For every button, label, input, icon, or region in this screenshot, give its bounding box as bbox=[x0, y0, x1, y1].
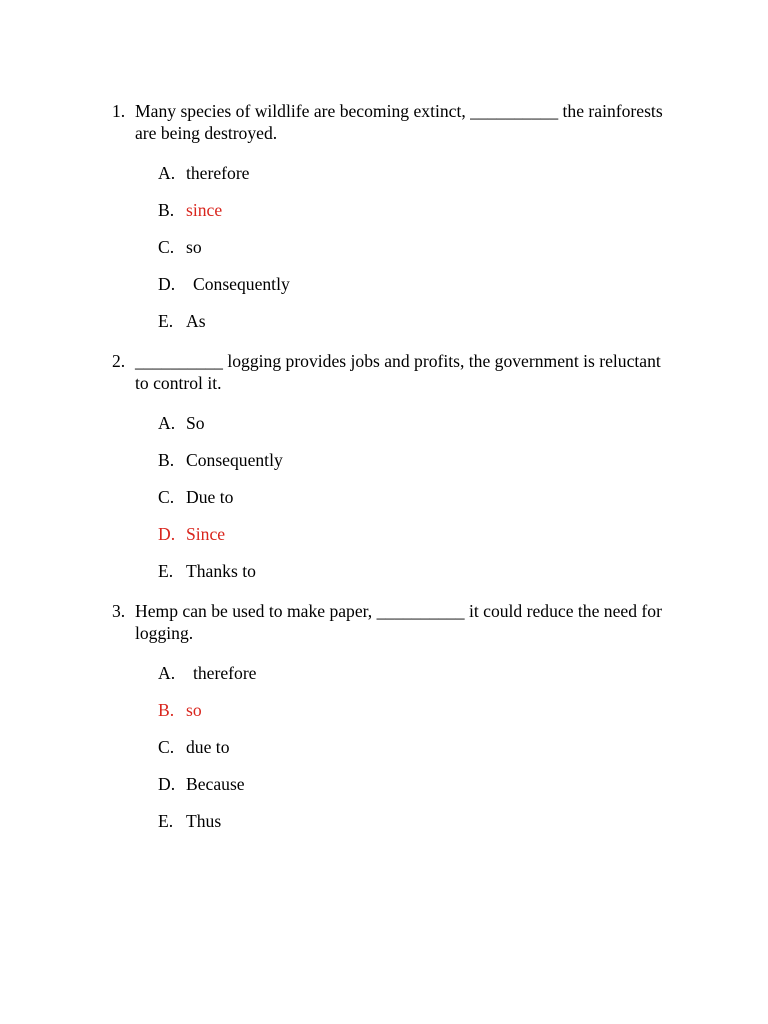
question-head bbox=[112, 100, 668, 144]
answer-option bbox=[112, 662, 668, 684]
question-item bbox=[112, 350, 668, 582]
question-text: __________ logging provides jobs and profits, the government is reluctant to control it. bbox=[135, 351, 661, 393]
option-text: As bbox=[186, 311, 206, 331]
answer-option bbox=[112, 773, 668, 795]
question-list bbox=[112, 100, 668, 832]
option-letter: E. bbox=[158, 811, 174, 831]
answer-option bbox=[112, 199, 668, 221]
option-letter: A. bbox=[158, 663, 176, 683]
option-text: since bbox=[186, 200, 223, 220]
option-text: Because bbox=[186, 774, 245, 794]
option-letter: B. bbox=[158, 700, 175, 720]
option-text: so bbox=[186, 237, 202, 257]
option-text: Since bbox=[186, 524, 226, 544]
answer-option bbox=[112, 486, 668, 508]
answer-option bbox=[112, 449, 668, 471]
question-item bbox=[112, 100, 668, 332]
option-text: Due to bbox=[186, 487, 234, 507]
answer-option bbox=[112, 523, 668, 545]
option-letter: E. bbox=[158, 561, 174, 581]
option-letter: C. bbox=[158, 487, 175, 507]
option-text: therefore bbox=[186, 163, 250, 183]
option-text: so bbox=[186, 700, 202, 720]
answer-option bbox=[112, 412, 668, 434]
option-letter: C. bbox=[158, 737, 175, 757]
question-number: 3. bbox=[112, 601, 126, 621]
answer-option bbox=[112, 162, 668, 184]
option-letter: D. bbox=[158, 524, 176, 544]
option-list bbox=[112, 162, 668, 332]
question-text: Many species of wildlife are becoming extinct, __________ the rainforests are being destroyed. bbox=[135, 101, 663, 143]
option-letter: C. bbox=[158, 237, 175, 257]
question-head bbox=[112, 600, 668, 644]
answer-option bbox=[112, 736, 668, 758]
answer-option bbox=[112, 273, 668, 295]
answer-option bbox=[112, 810, 668, 832]
question-item bbox=[112, 600, 668, 832]
option-list bbox=[112, 412, 668, 582]
option-letter: D. bbox=[158, 774, 176, 794]
option-text: So bbox=[186, 413, 205, 433]
answer-option bbox=[112, 236, 668, 258]
option-letter: B. bbox=[158, 450, 175, 470]
option-text: Thus bbox=[186, 811, 222, 831]
answer-option bbox=[112, 699, 668, 721]
question-text: Hemp can be used to make paper, __________ it could reduce the need for logging. bbox=[135, 601, 662, 643]
option-letter: D. bbox=[158, 274, 176, 294]
option-letter: E. bbox=[158, 311, 174, 331]
question-number: 2. bbox=[112, 351, 126, 371]
question-number: 1. bbox=[112, 101, 126, 121]
option-list bbox=[112, 662, 668, 832]
question-head bbox=[112, 350, 668, 394]
option-text: Consequently bbox=[193, 274, 290, 294]
option-text: therefore bbox=[193, 663, 257, 683]
answer-option bbox=[112, 310, 668, 332]
option-text: Thanks to bbox=[186, 561, 256, 581]
option-letter: A. bbox=[158, 413, 176, 433]
option-text: Consequently bbox=[186, 450, 283, 470]
option-letter: A. bbox=[158, 163, 176, 183]
option-letter: B. bbox=[158, 200, 175, 220]
option-text: due to bbox=[186, 737, 230, 757]
answer-option bbox=[112, 560, 668, 582]
